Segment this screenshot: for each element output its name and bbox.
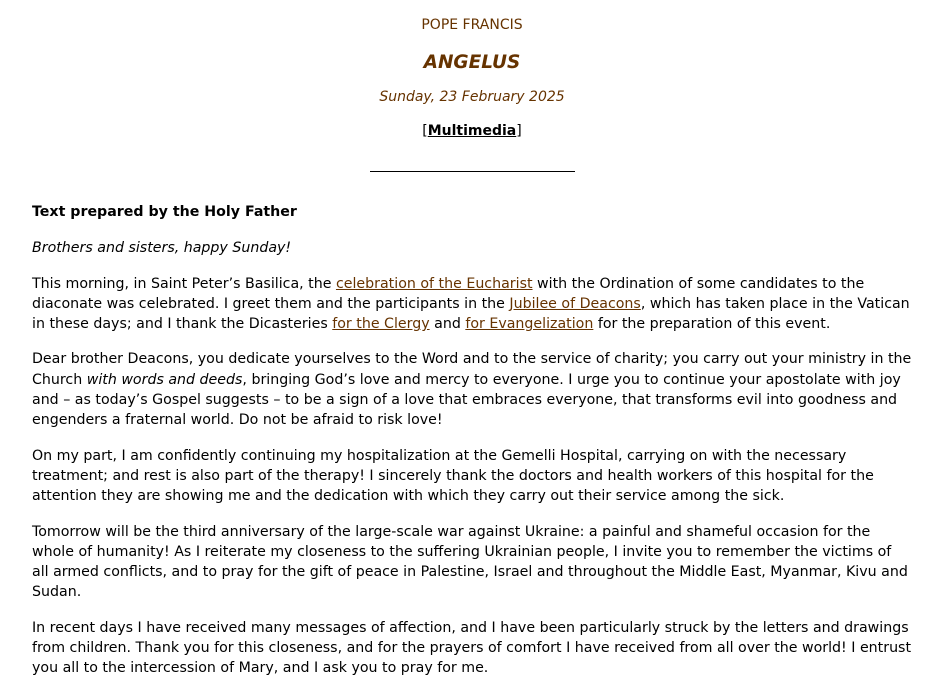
p1-text-4: and bbox=[429, 316, 466, 333]
section-heading: Text prepared by the Holy Father bbox=[32, 204, 297, 220]
p1-text-5: for the preparation of this event. bbox=[593, 316, 831, 333]
bracket-open: [ bbox=[422, 123, 428, 139]
paragraph-4: Tomorrow will be the third anniversary of the large-scale war against Ukraine: a painful and shameful occasion for the whole of humanity! As I reiterate my closeness to the suffering Ukrainian people, I invite you to remember the victims of all armed conflicts, and to pray for the gift of peace in Palestine, Israel and throughout the Middle East, Myanmar, Kivu and Sudan. bbox=[32, 523, 908, 601]
document-header bbox=[32, 15, 912, 181]
p2-text-2: , bringing God’s love and mercy to everyone. I urge you to continue your apostolate with joy and – as today’s Gospel suggests – to be a sign of a love that embraces everyone, that transforms evil into goodness and engenders a fraternal world. Do not be afraid to risk love! bbox=[32, 371, 901, 429]
paragraph-1 bbox=[32, 274, 912, 335]
bracket-close: ] bbox=[516, 123, 522, 139]
paragraph-5: In recent days I have received many messages of affection, and I have been particularly struck by the letters and drawings from children. Thank you for this closeness, and for the prayers of comfort I have received from all over the world! I entrust you all to the intercession of Mary, and I ask you to pray for me. bbox=[32, 619, 912, 677]
paragraph-2 bbox=[32, 349, 912, 430]
paragraph-3: On my part, I am confidently continuing my hospitalization at the Gemelli Hospital, carrying on with the necessary treatment; and rest is also part of the therapy! I sincerely thank the doctors and health workers of this hospital for the attention they are showing me and the dedication with which they carry out their service among the sick. bbox=[32, 447, 874, 505]
author-label: POPE FRANCIS bbox=[421, 17, 523, 33]
divider-line bbox=[370, 161, 575, 172]
p1-text-1: This morning, in Saint Peter’s Basilica, the bbox=[32, 275, 336, 292]
p2-text-1: Dear brother Deacons, you dedicate yourselves to the Word and to the service of charity; you carry out your ministry in the Church bbox=[32, 351, 912, 388]
eucharist-link[interactable]: celebration of the Eucharist bbox=[335, 275, 533, 292]
greeting-text: Brothers and sisters, happy Sunday! bbox=[32, 240, 292, 257]
p1-text-3: , which has taken place in the Vatican in these days; and I thank the Dicasteries bbox=[32, 295, 910, 333]
p2-emphasis: with words and deeds bbox=[86, 371, 243, 388]
greeting-paragraph bbox=[32, 238, 912, 258]
jubilee-of-deacons-link[interactable]: Jubilee of Deacons bbox=[509, 295, 641, 312]
page-title: ANGELUS bbox=[423, 52, 521, 73]
clergy-link[interactable]: for the Clergy bbox=[332, 316, 430, 333]
p1-text-2: with the Ordination of some candidates to the diaconate was celebrated. I greet them and the participants in the bbox=[32, 275, 865, 312]
multimedia-link[interactable]: Multimedia bbox=[427, 123, 517, 139]
divider-rule bbox=[32, 161, 912, 181]
multimedia-line bbox=[32, 121, 912, 141]
date-label: Sunday, 23 February 2025 bbox=[379, 89, 565, 105]
evangelization-link[interactable]: for Evangelization bbox=[465, 316, 594, 333]
